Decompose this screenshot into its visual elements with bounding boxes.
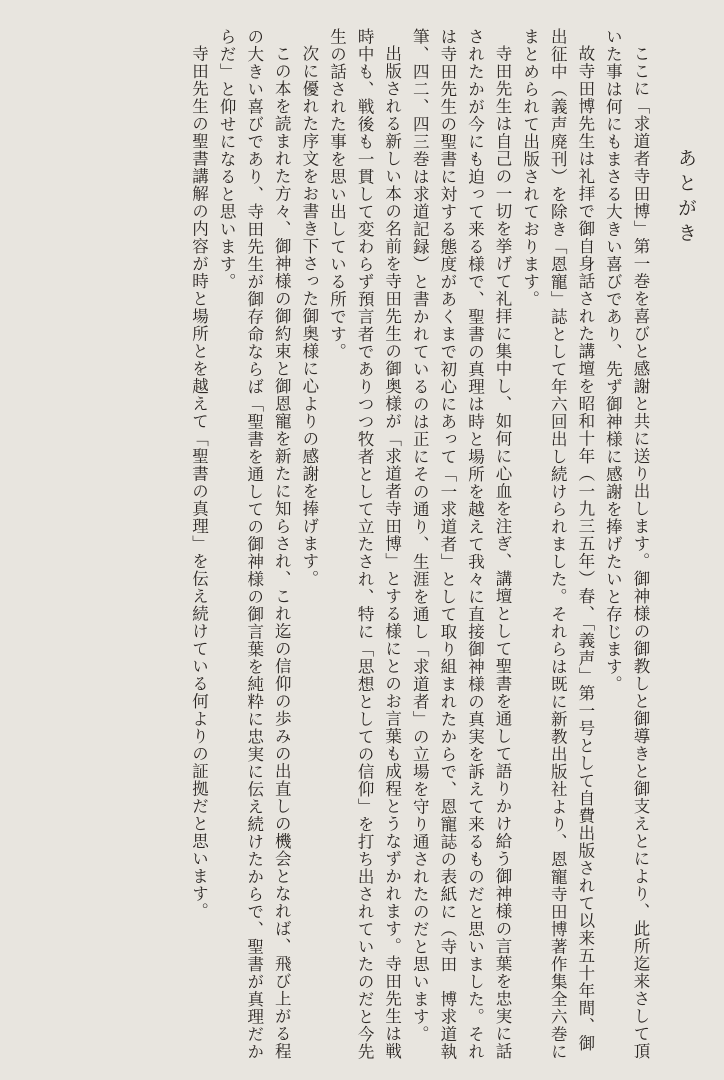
paragraph-4: 出版される新しい本の名前を寺田先生の御奥様が「求道者寺田博」とする様にとのお言葉も成程とうなずかれます。寺田先生は戦時中も、戦後も一貫して変わらず預言者でありつつ牧者として立たされ、特に「思想としての信仰」を打ち出されていたのだと今先生の話された事を思い出している所です。 bbox=[327, 28, 402, 1061]
paragraph-3: 寺田先生は自己の一切を挙げて礼拝に集中し、如何に心血を注ぎ、講壇として聖書を通して語りかけ給う御神様の言葉を忠実に話されたかが今にも迫って来る様で、聖書の真理は時と場所を越えて我々に直接御神様の真実を訴えて来るものだと思いました。それは寺田先生の聖書に対する態度があくまで初心にあって「一求道者」として取り組まれたからで、恩寵誌の表紙に（寺田 博求道執筆、四二、四三巻は求道記録）と書かれているのは正にその通り、生涯を通し「求道者」の立場を守り通されたのだと思います。 bbox=[410, 28, 513, 1061]
paragraph-5: 次に優れた序文をお書き下さった御奥様に心よりの感謝を捧げます。 bbox=[299, 44, 319, 587]
body-text bbox=[14, 28, 654, 1068]
page-title: あとがき bbox=[675, 148, 697, 248]
paragraph-7: 寺田先生の聖書講解の内容が時と場所とを越えて「聖書の真理」を伝え続けている何よりの証拠だと思います。 bbox=[189, 44, 209, 920]
paragraph-1: ここに「求道者寺田博」第一巻を喜びと感謝と共に送り出します。御神様の御教しと御導きと御支えとにより、此所迄来さして頂いた事は何にもまさる大きい喜びであり、先ず御神様に感謝を捧げたいと存じます。 bbox=[603, 28, 650, 1060]
paragraph-6: この本を読まれた方々、御神様の御約束と御恩寵を新たに知らされ、これ迄の信仰の歩みの出直しの機会となれば、飛び上がる程の大きい喜びであり、寺田先生が御存命ならば「聖書を通しての御神様の御言葉を純粋に忠実に伝え続けたからで、聖書が真理だからだ」と仰せになると思います。 bbox=[217, 28, 292, 1061]
paragraph-2: 故寺田博先生は礼拝で御自身話された講壇を昭和十年（一九三五年）春、「義声」第一号として自費出版されて以来五十年間、御出征中（義声廃刊）を除き「恩寵」誌として年六回出し続けられました。それらは既に新教出版社より、恩寵寺田博著作集全六巻にまとめられて出版されております。 bbox=[520, 28, 595, 1061]
